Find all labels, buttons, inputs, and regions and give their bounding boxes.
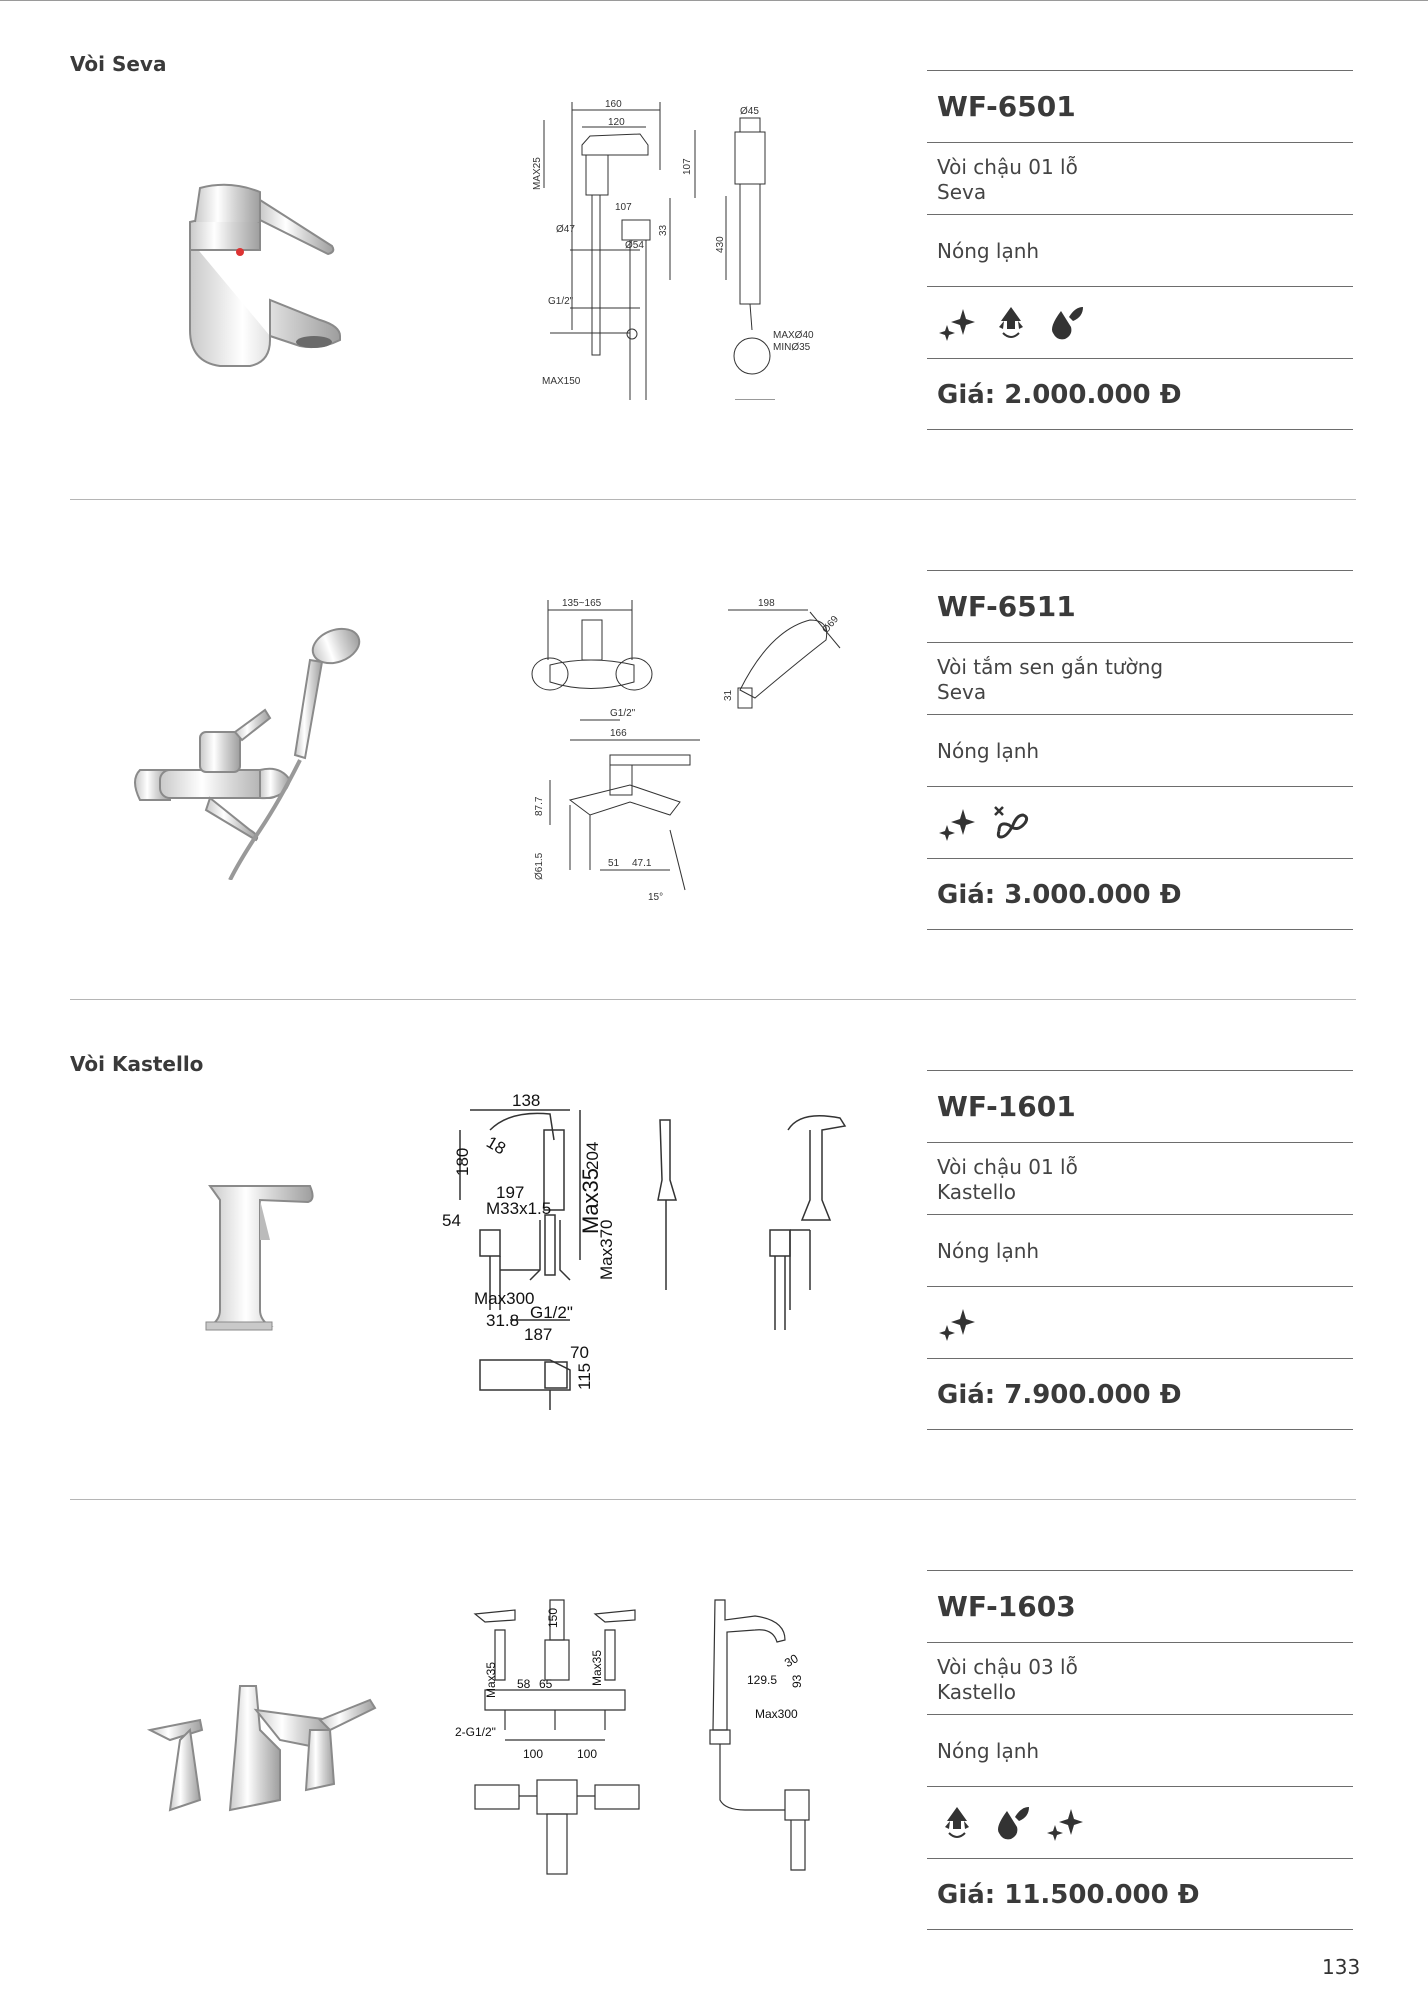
sparkle-icon (937, 1303, 977, 1343)
dim-label: 70 (570, 1343, 589, 1362)
dim-label: Max300 (474, 1289, 535, 1308)
dim-label: 198 (758, 598, 775, 609)
dim-label: M33x1.5 (486, 1199, 552, 1218)
dim-label: 100 (523, 1747, 544, 1761)
product-photo (110, 1100, 370, 1380)
feature-icons (927, 286, 1353, 358)
dim-label: G1/2" (530, 1303, 573, 1322)
dim-label: 54 (442, 1211, 461, 1230)
dim-label: 31 (723, 689, 734, 701)
dim-label: 129.5 (747, 1673, 778, 1687)
product-price: Giá: 7.900.000 Đ (927, 1358, 1353, 1430)
dim-label: Ø54 (625, 240, 644, 251)
product-type: Vòi chậu 03 lỗ (937, 1655, 1078, 1679)
dim-label: 120 (608, 117, 625, 128)
dim-label: 30 (782, 1651, 801, 1671)
dim-label: Max35 (590, 1649, 604, 1686)
dim-label: Ø47 (556, 224, 575, 235)
product-type: Vòi chậu 01 lỗ (937, 1155, 1078, 1179)
product-series: Kastello (937, 1180, 1016, 1204)
section-divider (70, 1499, 1356, 1500)
product-type: Vòi chậu 01 lỗ (937, 155, 1078, 179)
product-card-wf-1601 (0, 1070, 1428, 1450)
top-border (0, 0, 1428, 1)
product-price: Giá: 3.000.000 Đ (927, 858, 1353, 930)
dim-label: 204 (583, 1141, 602, 1170)
dim-label: 197 (496, 1183, 525, 1202)
dim-label: 160 (605, 99, 622, 110)
product-code: WF-6501 (927, 70, 1353, 142)
dim-label: Ø69 (820, 614, 841, 636)
dim-label: Max35 (578, 1167, 603, 1234)
dim-label: 33 (658, 224, 669, 236)
dim-label: MAXØ40 (773, 330, 814, 341)
feature-icons (927, 1786, 1353, 1858)
flexible-hose-icon (991, 803, 1031, 843)
technical-drawing (455, 1570, 885, 1900)
product-photo (110, 100, 370, 380)
product-card-wf-6511 (0, 570, 1428, 950)
dim-label: Max370 (597, 1219, 616, 1280)
technical-drawing (530, 570, 890, 900)
technical-drawing (430, 1070, 890, 1400)
product-temperature: Nóng lạnh (927, 1214, 1353, 1286)
sparkle-icon (937, 803, 977, 843)
product-price: Giá: 11.500.000 Đ (927, 1858, 1353, 1930)
page-number: 133 (1322, 1955, 1361, 1979)
water-saving-icon (937, 1803, 977, 1843)
dim-label: MAX25 (532, 157, 543, 190)
water-saving-icon (991, 303, 1031, 343)
dim-label: Max300 (755, 1707, 798, 1721)
dim-label: 150 (546, 1607, 560, 1628)
product-series: Seva (937, 680, 987, 704)
dim-label: Ø61.5 (534, 852, 545, 880)
product-series: Seva (937, 180, 987, 204)
product-temperature: Nóng lạnh (927, 1714, 1353, 1786)
product-code: WF-6511 (927, 570, 1353, 642)
dim-label: 31.8 (486, 1311, 520, 1330)
dim-label: 65 (539, 1677, 553, 1691)
dim-label: 107 (615, 202, 632, 213)
dim-label: 15° (648, 892, 664, 900)
series-title-kastello: Vòi Kastello (70, 1052, 204, 1076)
product-code: WF-1601 (927, 1070, 1353, 1142)
product-info (927, 1070, 1353, 1430)
product-temperature: Nóng lạnh (927, 714, 1353, 786)
dim-label: 2-G1/2" (455, 1725, 496, 1739)
product-info (927, 1570, 1353, 1930)
product-code: WF-1603 (927, 1570, 1353, 1642)
dim-label: 18 (483, 1132, 509, 1159)
product-description (927, 142, 1353, 214)
product-card-wf-1603 (0, 1570, 1428, 1950)
section-divider (70, 499, 1356, 500)
dim-label: 51 (608, 858, 620, 869)
dim-label: 115 (575, 1362, 594, 1390)
eco-drop-icon (1045, 303, 1085, 343)
section-divider (70, 999, 1356, 1000)
dim-label: Max35 (484, 1661, 498, 1698)
sparkle-icon (937, 303, 977, 343)
dim-label: MAX150 (542, 376, 581, 387)
product-temperature: Nóng lạnh (927, 214, 1353, 286)
dim-label: 180 (453, 1147, 472, 1176)
feature-icons (927, 1286, 1353, 1358)
product-series: Kastello (937, 1680, 1016, 1704)
eco-drop-icon (991, 1803, 1031, 1843)
product-info (927, 570, 1353, 930)
product-description (927, 1642, 1353, 1714)
technical-drawing (530, 70, 890, 400)
dim-label: G1/2" (548, 296, 574, 307)
dim-label: 187 (524, 1325, 553, 1344)
dim-label: 100 (577, 1747, 598, 1761)
dim-label: 47.1 (632, 858, 652, 869)
product-price: Giá: 2.000.000 Đ (927, 358, 1353, 430)
product-description (927, 642, 1353, 714)
dim-label: 430 (715, 236, 726, 253)
product-card-wf-6501 (0, 70, 1428, 450)
product-type: Vòi tắm sen gắn tường (937, 655, 1164, 679)
product-info (927, 70, 1353, 430)
feature-icons (927, 786, 1353, 858)
dim-label: 138 (512, 1091, 541, 1110)
dim-label: 87.7 (534, 796, 545, 816)
dim-label: MINØ35 (773, 342, 811, 353)
dim-label: 93 (790, 1674, 804, 1688)
dim-label: 58 (517, 1677, 531, 1691)
dim-label: Ø45 (740, 106, 759, 117)
product-description (927, 1142, 1353, 1214)
dim-label: 135~165 (562, 598, 602, 609)
sparkle-icon (1045, 1803, 1085, 1843)
dim-label: 166 (610, 728, 627, 739)
dim-label: 107 (682, 158, 693, 175)
series-title-seva: Vòi Seva (70, 52, 167, 76)
dim-label: G1/2" (610, 708, 636, 719)
product-photo (130, 1600, 390, 1880)
product-photo (110, 600, 370, 880)
